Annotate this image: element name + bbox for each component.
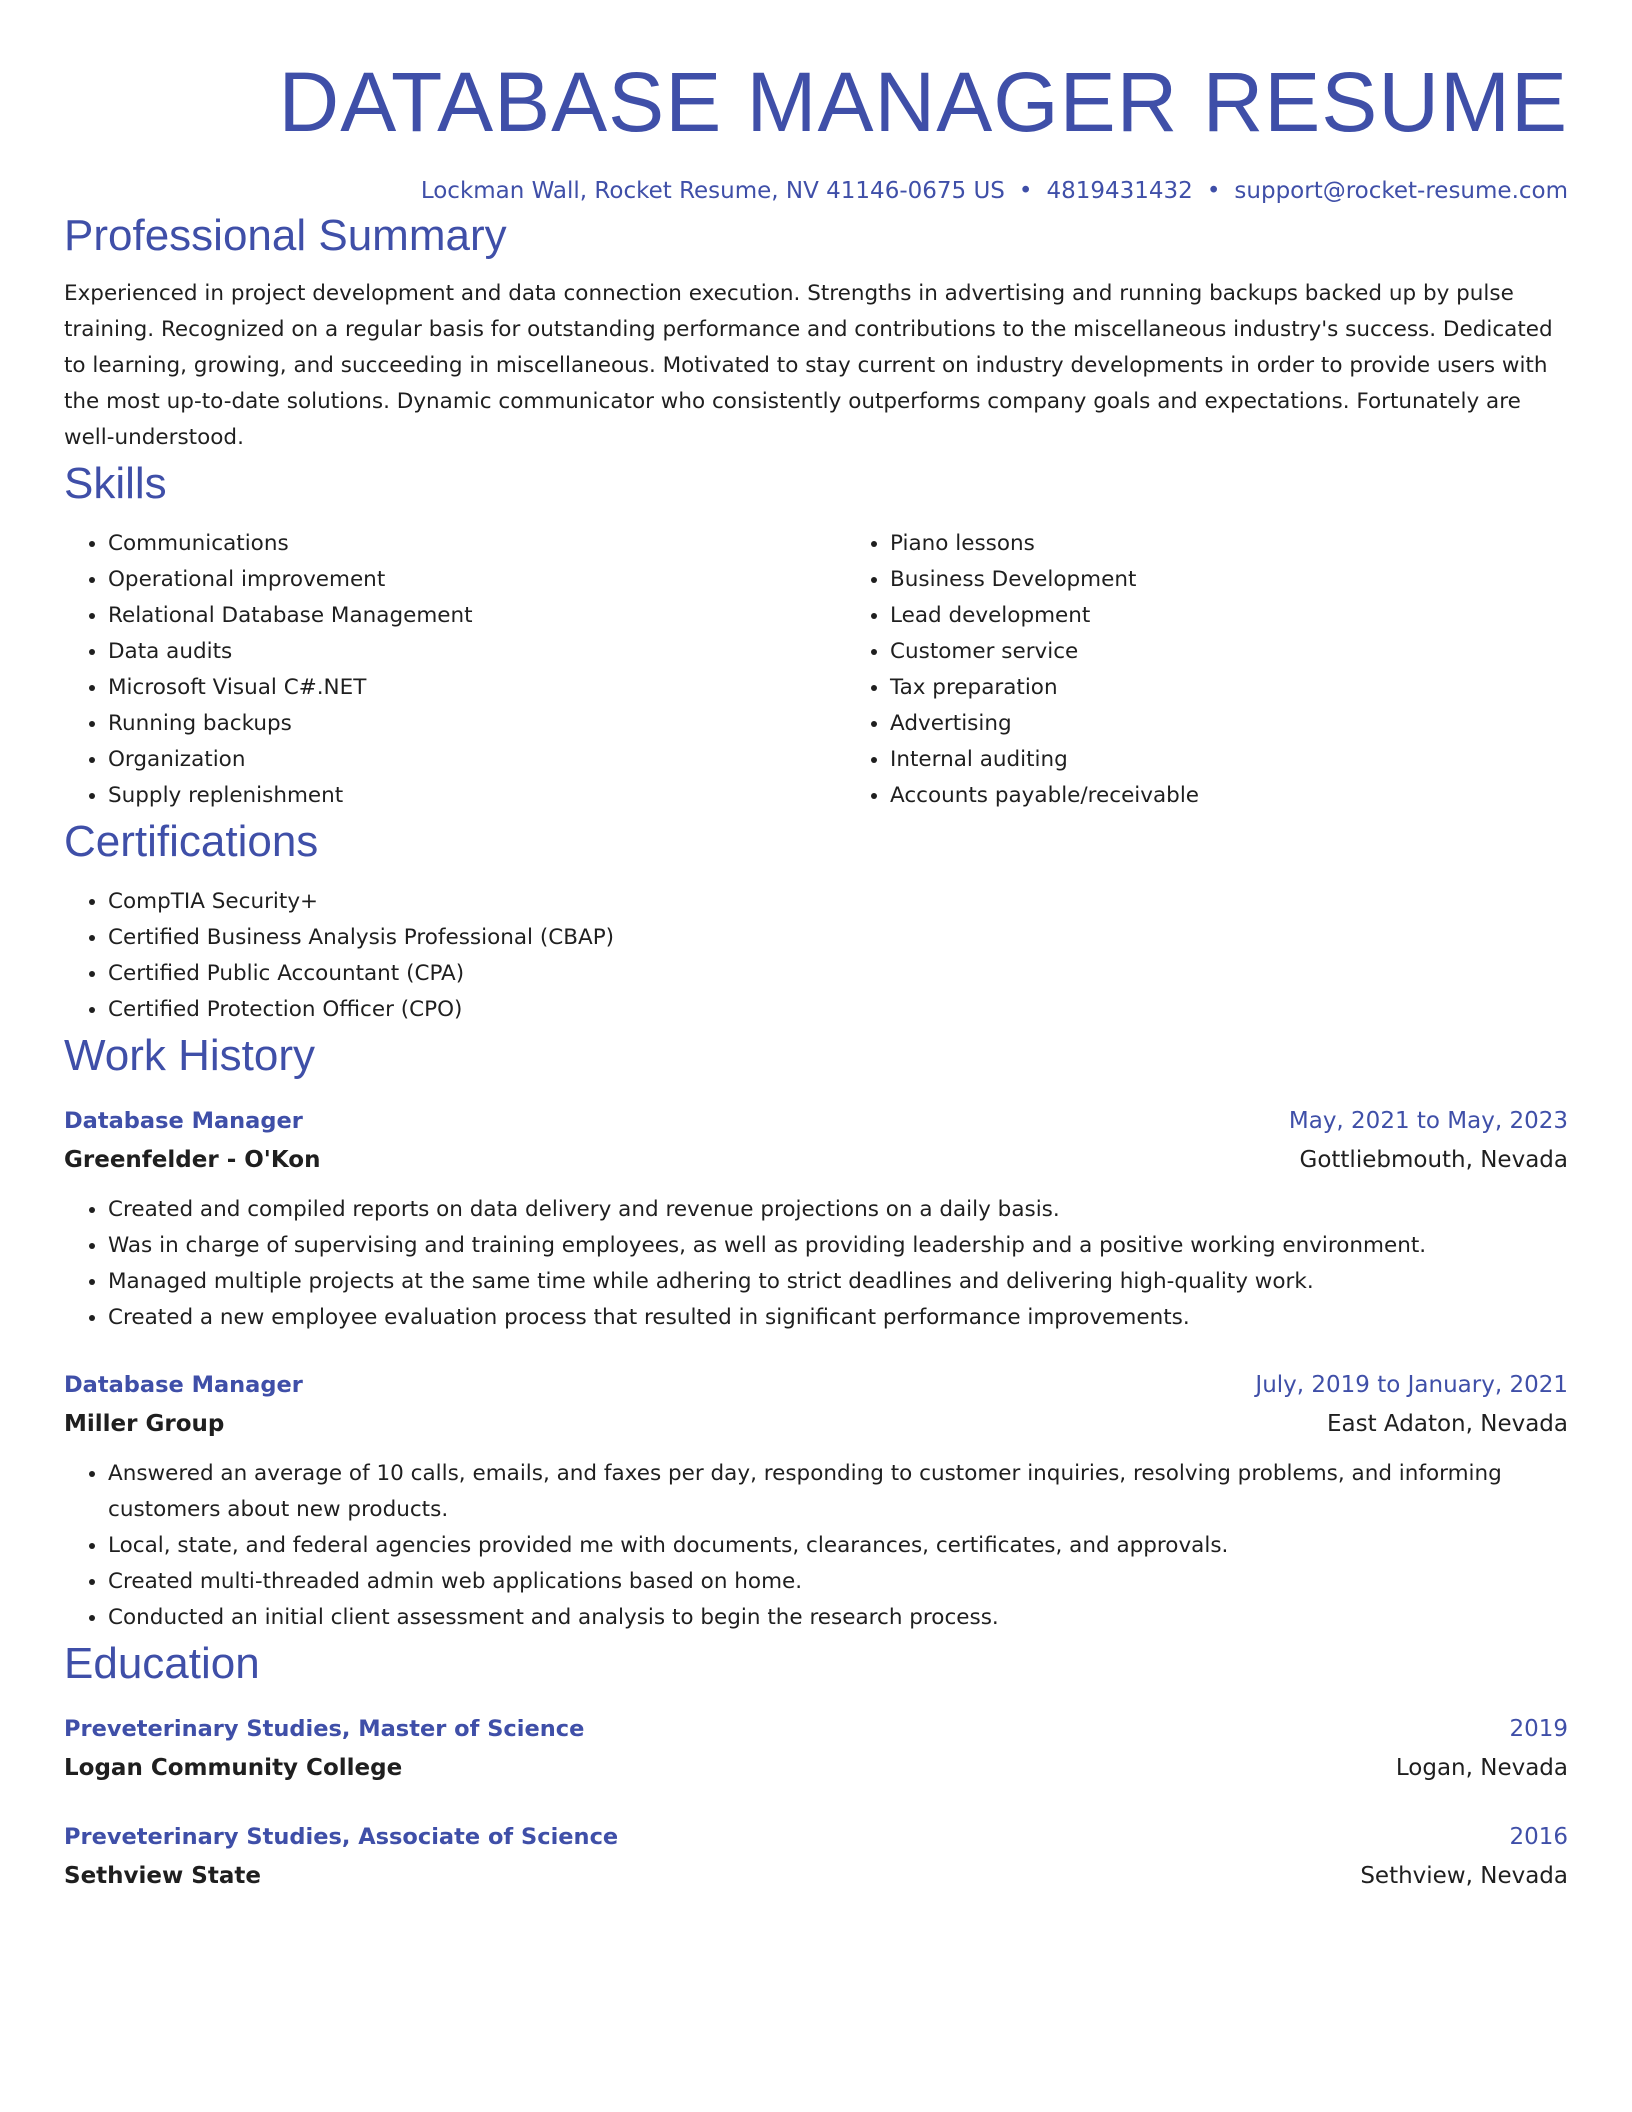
job-company: Greenfelder - O'Kon bbox=[64, 1147, 321, 1173]
job-entry bbox=[64, 1102, 1568, 1336]
skill-item: • Organization bbox=[108, 742, 846, 778]
job-bullets bbox=[64, 1456, 1568, 1636]
certification-item: • Certified Protection Officer (CPO) bbox=[108, 992, 1568, 1028]
skill-item: • Accounts payable/receivable bbox=[890, 778, 1628, 814]
contact-phone: 4819431432 bbox=[1046, 178, 1193, 204]
skill-item: • Tax preparation bbox=[890, 670, 1628, 706]
education-degree: Preveterinary Studies, Master of Science bbox=[64, 1716, 585, 1742]
education-entry bbox=[64, 1818, 1568, 1896]
contact-separator: • bbox=[1018, 178, 1033, 204]
contact-line bbox=[64, 174, 1568, 208]
skills-heading: Skills bbox=[64, 459, 167, 508]
job-role: Database Manager bbox=[64, 1372, 303, 1398]
job-bullets bbox=[64, 1192, 1568, 1336]
job-dates: July, 2019 to January, 2021 bbox=[1255, 1372, 1568, 1398]
resume-title: DATABASE MANAGER RESUME bbox=[278, 55, 1568, 149]
skill-item: • Operational improvement bbox=[108, 562, 846, 598]
job-bullet: • Created multi-threaded admin web applications based on home. bbox=[108, 1564, 1568, 1600]
work-history-heading: Work History bbox=[64, 1031, 315, 1080]
job-dates: May, 2021 to May, 2023 bbox=[1288, 1108, 1568, 1134]
education-location: Sethview, Nevada bbox=[1360, 1863, 1568, 1889]
certifications-heading: Certifications bbox=[64, 817, 319, 866]
skill-item: • Data audits bbox=[108, 634, 846, 670]
certification-item: • Certified Business Analysis Professional (CBAP) bbox=[108, 920, 1568, 956]
job-entry bbox=[64, 1366, 1568, 1636]
skill-item: • Relational Database Management bbox=[108, 598, 846, 634]
education-school: Logan Community College bbox=[64, 1755, 403, 1781]
job-location: East Adaton, Nevada bbox=[1326, 1411, 1568, 1437]
education-year: 2016 bbox=[1509, 1824, 1568, 1850]
certifications-list bbox=[64, 884, 1568, 1028]
skill-item: • Business Development bbox=[890, 562, 1628, 598]
skill-item: • Customer service bbox=[890, 634, 1628, 670]
certification-item: • Certified Public Accountant (CPA) bbox=[108, 956, 1568, 992]
contact-address: Lockman Wall, Rocket Resume, NV 41146-0675 US bbox=[420, 178, 1005, 204]
skill-item: • Piano lessons bbox=[890, 526, 1628, 562]
job-role: Database Manager bbox=[64, 1108, 303, 1134]
skill-item: • Microsoft Visual C#.NET bbox=[108, 670, 846, 706]
job-bullet: • Created and compiled reports on data delivery and revenue projections on a daily basis. bbox=[108, 1192, 1568, 1228]
skills-list-right bbox=[846, 526, 1628, 814]
skills-list-left bbox=[64, 526, 846, 814]
education-heading: Education bbox=[64, 1639, 260, 1688]
job-bullet: • Was in charge of supervising and training employees, as well as providing leadership and a positive working environment. bbox=[108, 1228, 1568, 1264]
job-bullet: • Managed multiple projects at the same time while adhering to strict deadlines and delivering high-quality work. bbox=[108, 1264, 1568, 1300]
skill-item: • Lead development bbox=[890, 598, 1628, 634]
summary-heading: Professional Summary bbox=[64, 211, 507, 260]
job-bullet: • Answered an average of 10 calls, emails, and faxes per day, responding to customer inquiries, resolving problems, and informing customers about new products. bbox=[108, 1456, 1568, 1528]
certification-item: • CompTIA Security+ bbox=[108, 884, 1568, 920]
education-year: 2019 bbox=[1509, 1716, 1568, 1742]
skill-item: • Supply replenishment bbox=[108, 778, 846, 814]
summary-text: Experienced in project development and data connection execution. Strengths in advertising and running backups backed up by pulse training. Recognized on a regular basis for outstanding performance and contributions to the miscellaneous industry's success. Dedicated to learning, growing, and succeeding in miscellaneous. Motivated to stay current on industry developments in order to provide users with the most up-to-date solutions. Dynamic communicator who consistently outperforms company goals and expectations. Fortunately are well-understood. bbox=[64, 281, 1553, 450]
skills-columns bbox=[64, 526, 1568, 814]
job-bullet: • Conducted an initial client assessment and analysis to begin the research process. bbox=[108, 1600, 1568, 1636]
skill-item: • Advertising bbox=[890, 706, 1628, 742]
education-entry bbox=[64, 1710, 1568, 1788]
skill-item: • Communications bbox=[108, 526, 846, 562]
education-school: Sethview State bbox=[64, 1863, 261, 1889]
contact-separator: • bbox=[1206, 178, 1221, 204]
education-degree: Preveterinary Studies, Associate of Science bbox=[64, 1824, 619, 1850]
job-location: Gottliebmouth, Nevada bbox=[1299, 1147, 1568, 1173]
job-bullet: • Local, state, and federal agencies provided me with documents, clearances, certificates, and approvals. bbox=[108, 1528, 1568, 1564]
contact-email[interactable]: support@rocket-resume.com bbox=[1234, 178, 1568, 204]
job-company: Miller Group bbox=[64, 1411, 225, 1437]
job-bullet: • Created a new employee evaluation process that resulted in significant performance improvements. bbox=[108, 1300, 1568, 1336]
education-location: Logan, Nevada bbox=[1395, 1755, 1568, 1781]
skill-item: • Internal auditing bbox=[890, 742, 1628, 778]
skill-item: • Running backups bbox=[108, 706, 846, 742]
